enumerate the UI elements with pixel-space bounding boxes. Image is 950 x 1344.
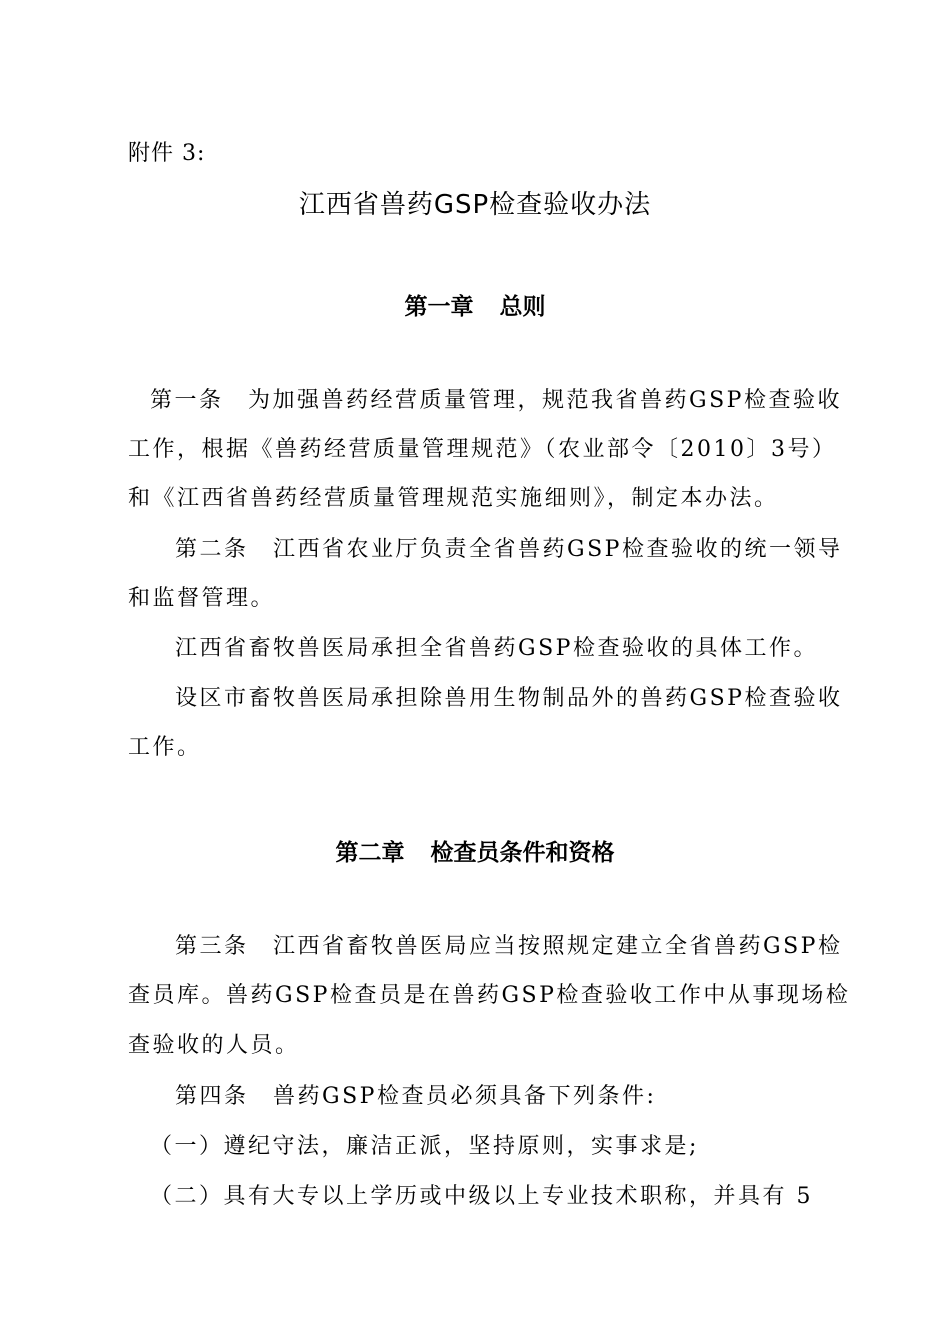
article-1-line-3: 和《江西省兽药经营质量管理规范实施细则》，制定本办法。 xyxy=(128,486,779,511)
article-1-line-1: 第一条 为加强兽药经营质量管理，规范我省兽药GSP检查验收 xyxy=(150,388,842,413)
article-3-line-3: 查验收的人员。 xyxy=(128,1033,300,1058)
chapter-2-name: 检查员条件和资格 xyxy=(430,840,615,866)
chapter-2-number: 第二章 xyxy=(335,840,405,866)
article-3-line-1: 第三条 江西省畜牧兽医局应当按照规定建立全省兽药GSP检 xyxy=(175,934,843,959)
article-4-item-1: （一）遵纪守法，廉洁正派，坚持原则，实事求是; xyxy=(150,1134,699,1159)
document-title: 江西省兽药GSP检查验收办法 xyxy=(298,190,652,220)
article-1-line-2: 工作，根据《兽药经营质量管理规范》（农业部令〔2010〕3号） xyxy=(128,437,837,462)
article-2-line-1: 第二条 江西省农业厅负责全省兽药GSP检查验收的统一领导 xyxy=(175,537,843,562)
chapter-2-heading xyxy=(0,834,950,867)
article-2-paragraph-3-line-1: 设区市畜牧兽医局承担除兽用生物制品外的兽药GSP检查验收 xyxy=(175,686,843,711)
article-2-line-2: 和监督管理。 xyxy=(128,586,276,611)
article-2-paragraph-2: 江西省畜牧兽医局承担全省兽药GSP检查验收的具体工作。 xyxy=(175,636,818,661)
attachment-label: 附件 3: xyxy=(128,141,206,166)
article-4-item-2: （二）具有大专以上学历或中级以上专业技术职称，并具有 5 xyxy=(150,1184,813,1209)
article-4-line-1: 第四条 兽药GSP检查员必须具备下列条件: xyxy=(175,1084,657,1109)
chapter-1-number: 第一章 xyxy=(404,294,474,320)
chapter-1-heading xyxy=(0,288,950,321)
article-3-line-2: 查员库。兽药GSP检查员是在兽药GSP检查验收工作中从事现场检 xyxy=(128,983,851,1008)
article-2-paragraph-3-line-2: 工作。 xyxy=(128,735,202,760)
chapter-1-name: 总则 xyxy=(499,294,546,320)
